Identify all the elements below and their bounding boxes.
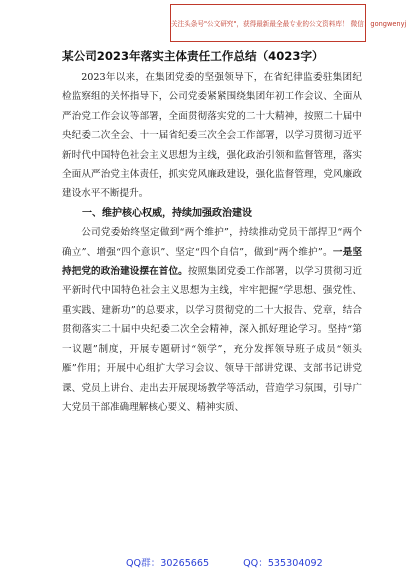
footer-qq: QQ：535304092	[243, 558, 323, 569]
section-1-text: 公司党委始终坚定做到“两个维护”，持续推动党员干部捍卫“两个确立”、增强“四个意识”、坚定“四个自信”，做到“两个维护”。	[62, 227, 362, 258]
section-1-paragraph	[62, 223, 362, 417]
banner-text: 关注头条号"公文研究"，获得最新最全最专业的公文资料库！ 微信：gongwenyj	[171, 20, 407, 28]
section-1-bold-point: 一是坚持把党的政治建设摆在首位。	[62, 246, 362, 278]
section-heading-1: 一、维护核心权威，持续加强政治建设	[82, 207, 252, 219]
document-title: 某公司2023年落实主体责任工作总结（4023字）	[62, 49, 324, 63]
document-body	[62, 46, 362, 417]
promo-banner	[170, 4, 407, 42]
footer-qq-group: QQ群：30265665	[126, 558, 210, 569]
section-1-text-continued: 按照集团党委工作部署，以学习贯彻习近平新时代中国特色社会主义思想为主线，牢牢把握“学思想、强党性、重实践、建新功”的总要求，以学习贯彻党的二十大报告、党章，结合贯彻落实二十届中央纪委二次全会精神，深入抓好理论学习。坚持“第一议题”制度，开展专题研讨“领学”，充分发挥领导班子成员“领头雁”作用；开展中心组扩大学习会议、领导干部讲党课、支部书记讲党课、党员上讲台、走出去开展现场教学等活动，营造学习氛围，引导广大党员干部准确理解核心要义、精神实质、	[62, 266, 363, 413]
intro-paragraph: 2023年以来，在集团党委的坚强领导下，在省纪律监委驻集团纪检监察组的关怀指导下，公司党委紧紧围绕集团年初工作会议、全面从严治党工作会议等部署，全面贯彻落实党的二十大精神，按照二十届中央纪委二次全会、十一届省纪委三次全会工作部署，以学习贯彻习近平新时代中国特色社会主义思想为主线，强化政治引领和监督管理，落实全面从严治党主体责任，抓实党风廉政建设，强化监督管理，党风廉政建设水平不断提升。	[62, 72, 362, 200]
footer-contact	[126, 555, 357, 569]
